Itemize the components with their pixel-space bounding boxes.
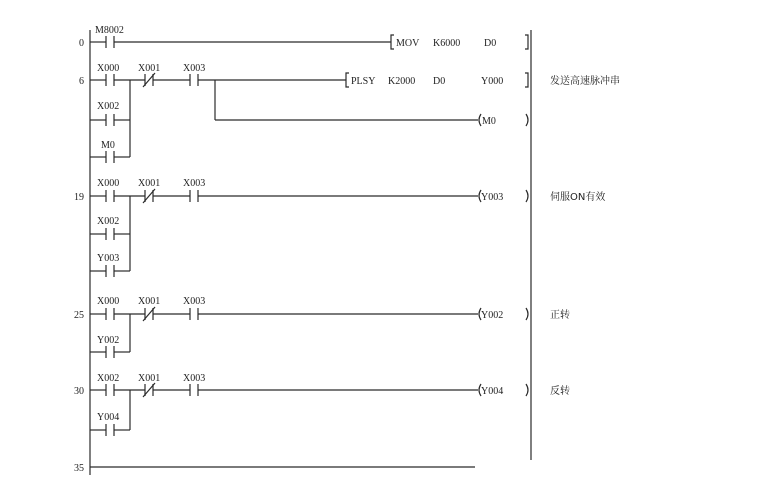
contact-label: Y002: [97, 335, 120, 346]
coil-label: Y002: [481, 310, 504, 321]
rung-6: [79, 63, 620, 163]
no-contact: [190, 190, 198, 202]
contact-label: X003: [183, 178, 206, 189]
step-number: 6: [79, 76, 84, 87]
contact-label: X002: [97, 101, 120, 112]
contact-label: X000: [97, 296, 120, 307]
step-number: 35: [74, 463, 84, 474]
no-contact: [106, 228, 114, 240]
coil-label: Y004: [481, 386, 504, 397]
contact-label: X001: [138, 373, 161, 384]
no-contact: [106, 346, 114, 358]
rung-25: [74, 296, 570, 358]
contact-label: X000: [97, 178, 120, 189]
contact-label: X003: [183, 63, 206, 74]
instruction-arg: D0: [484, 38, 497, 49]
step-number: 30: [74, 386, 84, 397]
coil-label: Y003: [481, 192, 504, 203]
rung-19: [74, 178, 605, 277]
no-contact: [106, 265, 114, 277]
instruction-op: MOV: [396, 38, 420, 49]
instruction-arg: K2000: [388, 76, 416, 87]
instruction-arg: K6000: [433, 38, 461, 49]
instruction-arg: Y000: [481, 76, 504, 87]
no-contact: [190, 74, 198, 86]
rung-35: [74, 463, 475, 474]
no-contact: [106, 114, 114, 126]
instruction-arg: D0: [433, 76, 446, 87]
no-contact: [106, 151, 114, 163]
contact-label: M0: [101, 140, 115, 151]
no-contact: [190, 308, 198, 320]
contact-label: X002: [97, 216, 120, 227]
rung-0: [79, 25, 528, 49]
no-contact: [106, 384, 114, 396]
step-number: 19: [74, 192, 84, 203]
contact-label: X001: [138, 63, 161, 74]
step-number: 25: [74, 310, 84, 321]
contact-label: X001: [138, 178, 161, 189]
no-contact: [106, 424, 114, 436]
no-contact: [190, 384, 198, 396]
contact-label: X003: [183, 296, 206, 307]
contact-label: X002: [97, 373, 120, 384]
no-contact: [106, 36, 114, 48]
rung-comment: 伺服ON有效: [550, 192, 606, 203]
rung-comment: 发送高速脉冲串: [550, 76, 620, 87]
contact-label: Y004: [97, 412, 120, 423]
contact-label: M8002: [95, 25, 124, 36]
rung-comment: 反转: [550, 386, 570, 397]
no-contact: [106, 74, 114, 86]
contact-label: X000: [97, 63, 120, 74]
no-contact: [106, 190, 114, 202]
instruction-op: PLSY: [351, 76, 376, 87]
rung-30: [74, 373, 570, 436]
step-number: 0: [79, 38, 84, 49]
contact-label: Y003: [97, 253, 120, 264]
no-contact: [106, 308, 114, 320]
rung-comment: 正转: [550, 310, 570, 321]
contact-label: X003: [183, 373, 206, 384]
contact-label: X001: [138, 296, 161, 307]
coil-label: M0: [482, 116, 496, 127]
